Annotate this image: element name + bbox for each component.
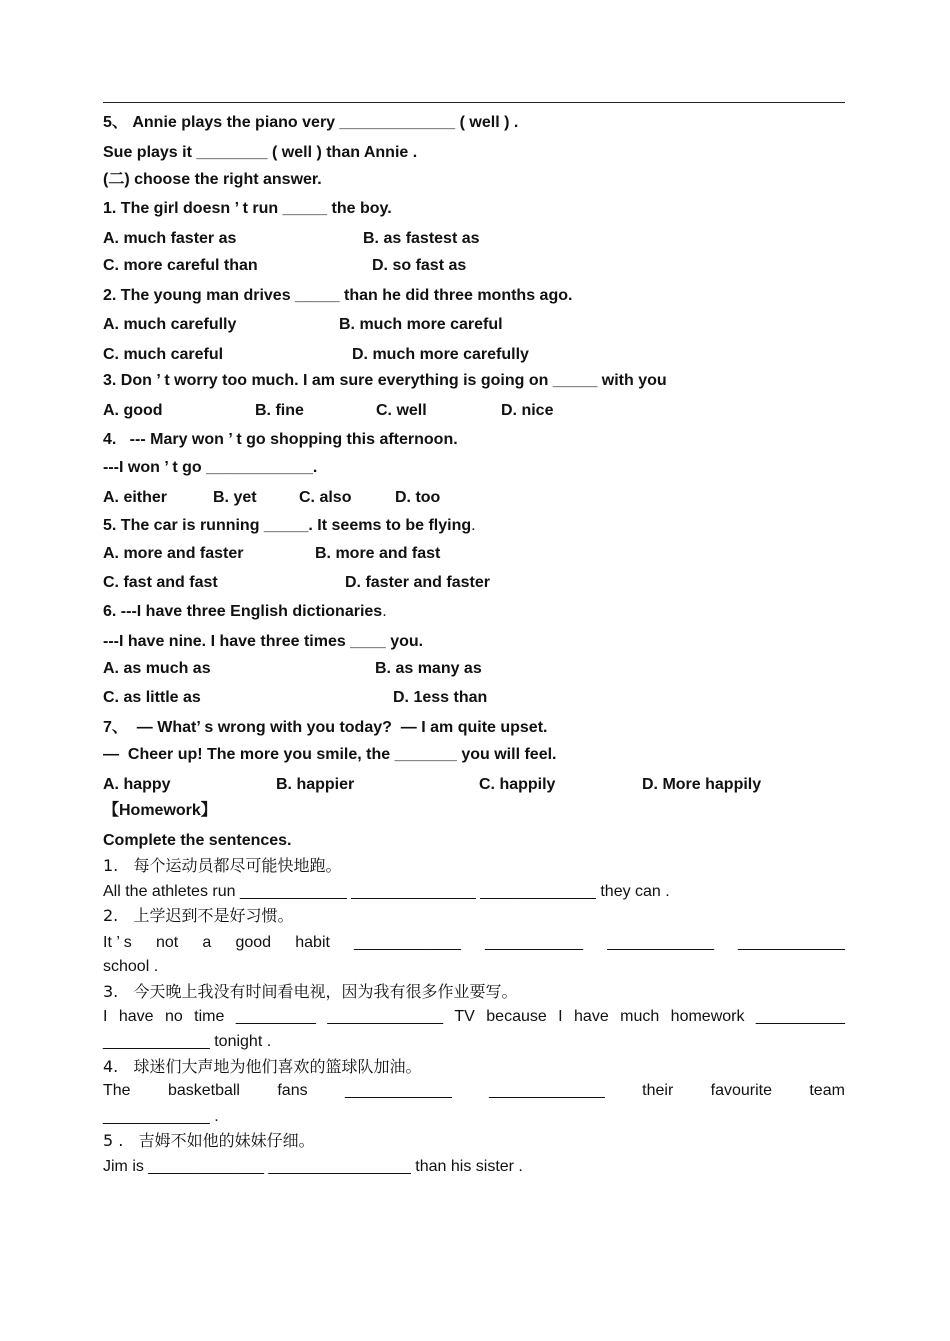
hw2-chinese: 2. 上学迟到不是好习惯。 xyxy=(103,906,294,925)
hw3-word: I xyxy=(103,1008,108,1025)
hw3-word: TV xyxy=(454,1008,475,1025)
hw3-word: I xyxy=(558,1008,563,1025)
hw1-chinese: 1. 每个运动员都尽可能快地跑。 xyxy=(103,856,342,875)
q2-option-d: D. much more carefully xyxy=(352,346,529,363)
hw4-word: basketball xyxy=(167,1082,240,1099)
q4-stem-reply: ---I won ’ t go ____________. xyxy=(103,459,318,476)
q5-stem xyxy=(103,516,476,536)
hw4-word: their xyxy=(642,1082,674,1099)
hw2-english-cont: school . xyxy=(103,958,159,975)
q7-option-c: C. happily xyxy=(479,776,556,793)
q1-option-b: B. as fastest as xyxy=(363,230,480,247)
q4-option-c: C. also xyxy=(299,489,352,506)
q6-option-d: D. 1ess than xyxy=(393,689,488,706)
hw2-word: not xyxy=(155,934,179,951)
q3-option-c: C. well xyxy=(376,402,427,419)
top-divider xyxy=(103,102,845,103)
q7-option-a: A. happy xyxy=(103,776,171,793)
q6-stem-text: 6. ---I have three English dictionaries xyxy=(103,603,383,620)
hw2-blank: ____________ xyxy=(738,934,845,951)
q2-option-a: A. much carefully xyxy=(103,316,237,333)
q6-stem-end: . xyxy=(382,603,387,620)
hw5-english: Jim is _____________ ________________ than his sister . xyxy=(103,1158,523,1175)
q5-option-a: A. more and faster xyxy=(103,545,244,562)
q5-option-c: C. fast and fast xyxy=(103,574,218,591)
hw3-word: because xyxy=(486,1008,547,1025)
hw1-english: All the athletes run ____________ ______________ _____________ they can . xyxy=(103,883,670,900)
q4-option-b: B. yet xyxy=(213,489,257,506)
hw3-word: homework xyxy=(670,1008,745,1025)
hw2-blank: ___________ xyxy=(485,934,583,951)
hw2-blank: ____________ xyxy=(354,934,461,951)
q3-stem: 3. Don ’ t worry too much. I am sure everything is going on _____ with you xyxy=(103,372,667,389)
homework-instruction: Complete the sentences. xyxy=(103,832,292,849)
hw4-english-cont: ____________ . xyxy=(103,1108,219,1125)
homework-heading: 【Homework】 xyxy=(103,802,217,819)
hw4-word: The xyxy=(103,1082,131,1099)
hw2-word: It ’ s xyxy=(103,934,132,951)
q6-option-c: C. as little as xyxy=(103,689,201,706)
q6-stem-reply: ---I have nine. I have three times ____ you. xyxy=(103,633,424,650)
hw2-word: good xyxy=(235,934,272,951)
hw3-word: have xyxy=(574,1008,609,1025)
q5-stem-end: . xyxy=(471,517,476,534)
q1-option-c: C. more careful than xyxy=(103,257,258,274)
hw2-word: a xyxy=(202,934,212,951)
q7-option-d: D. More happily xyxy=(642,776,762,793)
q2-stem: 2. The young man drives _____ than he did three months ago. xyxy=(103,287,573,304)
q4-option-a: A. either xyxy=(103,489,168,506)
q7-stem-reply: — Cheer up! The more you smile, the _______ you will feel. xyxy=(103,746,557,763)
q6-stem xyxy=(103,602,387,622)
hw4-chinese: 4. 球迷们大声地为他们喜欢的篮球队加油。 xyxy=(103,1057,422,1076)
q2-option-c: C. much careful xyxy=(103,346,224,363)
hw3-blank: _________ xyxy=(235,1008,316,1025)
hw2-word: habit xyxy=(295,934,330,951)
hw5-chinese: 5 . 吉姆不如他的妹妹仔细。 xyxy=(103,1131,315,1150)
hw3-word: much xyxy=(620,1008,660,1025)
hw3-chinese: 3. 今天晚上我没有时间看电视，因为我有很多作业要写。 xyxy=(103,982,518,1001)
q5-option-b: B. more and fast xyxy=(315,545,441,562)
q3-option-b: B. fine xyxy=(255,402,304,419)
hw3-word: no xyxy=(164,1008,183,1025)
hw4-word: favourite xyxy=(710,1082,772,1099)
hw4-word: team xyxy=(809,1082,845,1099)
q2-option-b: B. much more careful xyxy=(339,316,503,333)
q7-option-b: B. happier xyxy=(276,776,355,793)
hw4-blank: _____________ xyxy=(489,1082,605,1099)
q1-option-a: A. much faster as xyxy=(103,230,237,247)
q3-option-d: D. nice xyxy=(501,402,554,419)
hw3-english xyxy=(103,1007,845,1027)
q4-option-d: D. too xyxy=(395,489,441,506)
hw4-word: fans xyxy=(277,1082,308,1099)
hw3-english-cont: ____________ tonight . xyxy=(103,1033,272,1050)
hw3-word: have xyxy=(118,1008,154,1025)
hw4-english xyxy=(103,1081,845,1101)
hw2-english xyxy=(103,933,845,953)
q3-option-a: A. good xyxy=(103,402,163,419)
q4-stem: 4. --- Mary won ’ t go shopping this afternoon. xyxy=(103,431,458,448)
section2-heading: (二) choose the right answer. xyxy=(103,171,322,188)
hw4-blank: ____________ xyxy=(344,1082,452,1099)
q5-stem-text: 5. The car is running _____. It seems to be flying xyxy=(103,517,472,534)
q6-option-a: A. as much as xyxy=(103,660,211,677)
q1-stem: 1. The girl doesn ’ t run _____ the boy. xyxy=(103,200,392,217)
hw2-blank: ____________ xyxy=(607,934,714,951)
fill-line-5: 5、 Annie plays the piano very _____________ ( well ) . xyxy=(103,114,519,131)
q7-stem: 7、 — What’ s wrong with you today? — I am quite upset. xyxy=(103,719,548,736)
q6-option-b: B. as many as xyxy=(375,660,482,677)
hw3-blank: _____________ xyxy=(327,1008,443,1025)
fill-line-5b: Sue plays it ________ ( well ) than Annie . xyxy=(103,144,418,161)
q5-option-d: D. faster and faster xyxy=(345,574,490,591)
hw3-blank: __________ xyxy=(755,1008,845,1025)
hw3-word: time xyxy=(194,1008,225,1025)
q1-option-d: D. so fast as xyxy=(372,257,467,274)
